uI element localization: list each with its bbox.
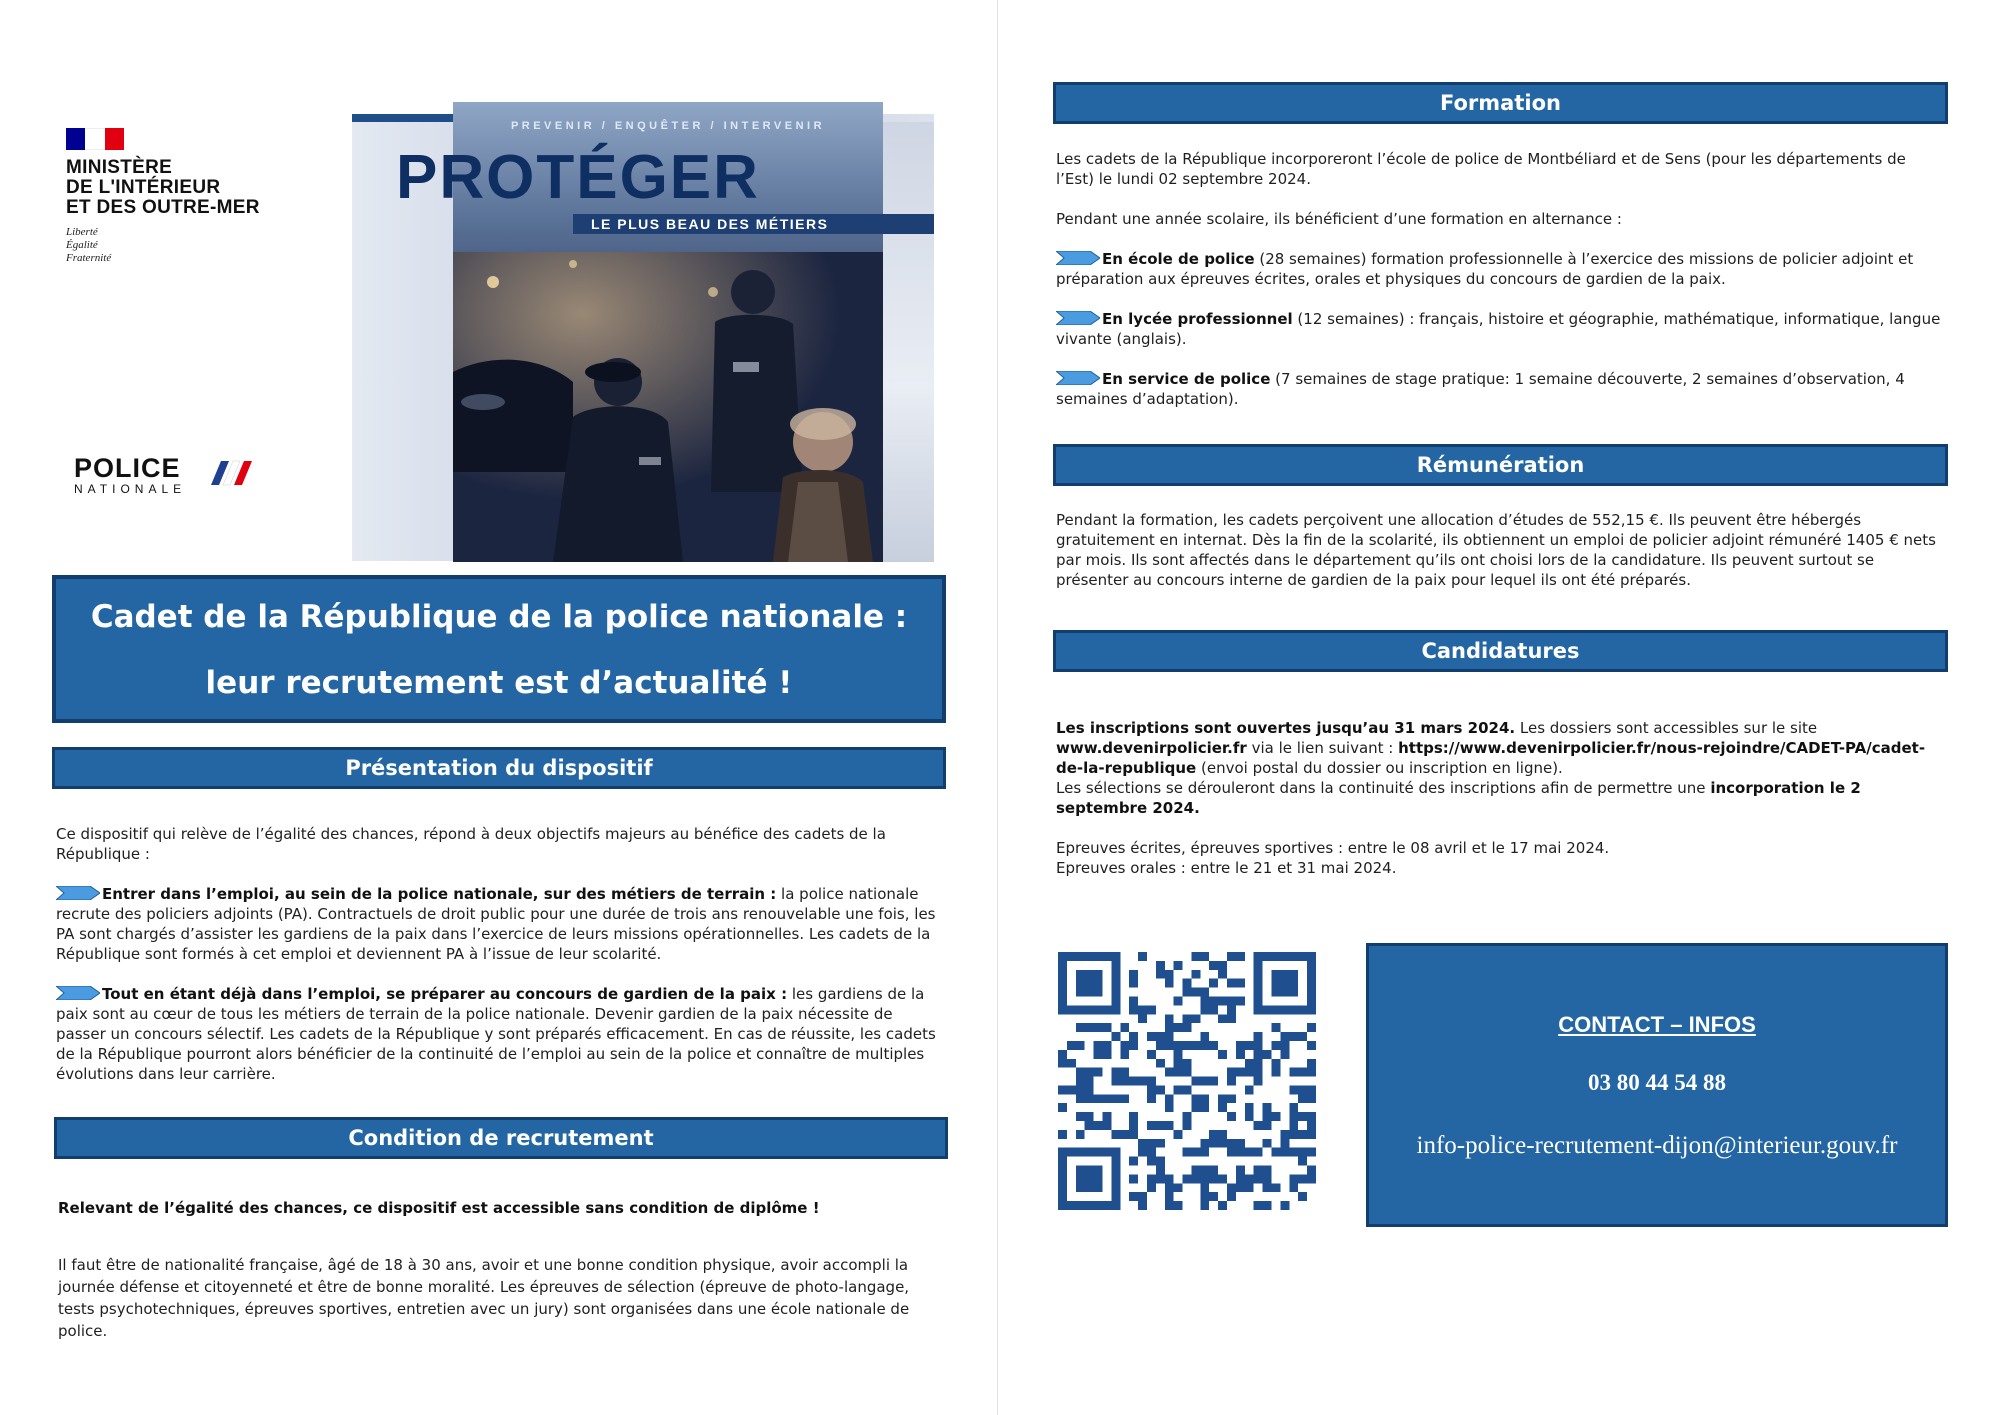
presentation-text [56, 824, 940, 1104]
formation-item [1056, 249, 1942, 289]
candidatures-text-segment: (envoi postal du dossier ou inscription en ligne). [1196, 759, 1563, 777]
section-heading-formation [1053, 82, 1948, 124]
presentation-item [56, 884, 940, 964]
ministry-logo [66, 128, 296, 265]
title-banner [52, 575, 946, 723]
oral-exams-dates: Epreuves orales : entre le 21 et 31 mai 2024. [1056, 859, 1397, 877]
contact-email[interactable]: info-police-recrutement-dijon@interieur.gouv.fr [1416, 1132, 1898, 1159]
tricolor-stripes-icon [209, 459, 259, 487]
poster-tagline: PREVENIR / ENQUÊTER / INTERVENIR [510, 120, 826, 132]
french-flag-icon [66, 128, 124, 150]
page-fold [997, 0, 998, 1415]
contact-box [1366, 943, 1948, 1227]
formation-item-title: En école de police [1102, 250, 1255, 268]
section-heading-candidatures [1053, 630, 1948, 672]
formation-text [1056, 149, 1942, 429]
candidatures-text [1056, 718, 1948, 878]
poster-accent-bar [352, 114, 453, 122]
written-exams-dates: Epreuves écrites, épreuves sportives : entre le 08 avril et le 17 mai 2024. [1056, 839, 1610, 857]
section-heading-text: Rémunération [1416, 453, 1585, 477]
contact-phone[interactable]: 03 80 44 54 88 [1588, 1070, 1726, 1095]
presentation-item-text: les gardiens de la paix sont au cœur de tous les métiers de terrain de la police nationale. Devenir gardien de la paix nécessite de passer un concours sélectif. Les cadets de la République y sont préparés efficacement. En cas de réussite, les cadets de la République pourront alors bénéficier de la continuité de l’emploi au sein de la police et connaître de multiples évolutions dans leur carrière. [56, 985, 936, 1083]
presentation-intro: Ce dispositif qui relève de l’égalité des chances, répond à deux objectifs majeurs au bénéfice des cadets de la République : [56, 825, 886, 863]
poster-title: PROTÉGER [396, 143, 760, 212]
title-line: Cadet de la République de la police nationale : [90, 599, 908, 635]
title-line: leur recrutement est d’actualité ! [205, 665, 793, 701]
section-heading-remuneration [1053, 444, 1948, 486]
section-heading-text: Candidatures [1421, 639, 1580, 663]
condition-paragraph: Il faut être de nationalité française, âgé de 18 à 30 ans, avoir et une bonne condition physique, avoir accompli la journée défense et citoyenneté et être de bonne moralité. Les épreuves de sélection (épreuve de photo-langage, tests psychotechniques, épreuves sportives, entretien avec un jury) sont organisées dans une école nationale de police. [58, 1256, 910, 1340]
remuneration-paragraph: Pendant la formation, les cadets perçoivent une allocation d’études de 552,15 €. Ils peuvent être hébergés gratuitement en internat. Dès la fin de la scolarité, ils obtiennent un emploi de policier adjoint rémunéré 1405 € nets par mois. Ils sont affectés dans le département qu’ils ont choisi lors de la candidature. Ils peuvent surtout se présenter au concours interne de gardien de la paix pour lequel ils ont été préparés. [1056, 511, 1936, 589]
candidatures-text-segment: Les sélections se dérouleront dans la continuité des inscriptions afin de permettre une [1056, 779, 1711, 797]
police-nationale-logo [74, 455, 264, 496]
section-heading-presentation [52, 747, 946, 789]
poster-background-right [880, 122, 934, 562]
candidatures-paragraph [1056, 778, 1948, 818]
arrow-bullet-icon [56, 886, 100, 900]
formation-item [1056, 309, 1942, 349]
formation-item-text: (12 semaines) : français, histoire et géographie, mathématique, informatique, langue vivante (anglais). [1056, 310, 1941, 348]
presentation-item [56, 984, 940, 1084]
presentation-item-title: Tout en étant déjà dans l’emploi, se préparer au concours de gardien de la paix : [102, 985, 788, 1003]
poster-subtitle: LE PLUS BEAU DES MÉTIERS [573, 214, 934, 234]
formation-intro: Les cadets de la République incorporeront l’école de police de Montbéliard et de Sens (pour les départements de l’Est) le lundi 02 septembre 2024. [1056, 150, 1906, 188]
contact-title: CONTACT – INFOS [1558, 1012, 1756, 1037]
candidatures-text-segment: via le lien suivant : [1246, 739, 1399, 757]
arrow-bullet-icon [1056, 371, 1100, 385]
formation-item-text: (7 semaines de stage pratique: 1 semaine découverte, 2 semaines d’observation, 4 semaines d’adaptation). [1056, 370, 1905, 408]
section-heading-text: Formation [1440, 91, 1561, 115]
formation-item-title: En service de police [1102, 370, 1271, 388]
candidatures-deadline: Les inscriptions sont ouvertes jusqu’au 31 mars 2024. [1056, 719, 1516, 737]
arrow-bullet-icon [1056, 311, 1100, 325]
candidatures-paragraph [1056, 718, 1948, 778]
presentation-item-title: Entrer dans l’emploi, au sein de la police nationale, sur des métiers de terrain : [102, 885, 777, 903]
section-heading-condition [54, 1117, 948, 1159]
section-heading-text: Condition de recrutement [348, 1126, 654, 1150]
formation-item-title: En lycée professionnel [1102, 310, 1293, 328]
formation-alternance: Pendant une année scolaire, ils bénéficient d’une formation en alternance : [1056, 210, 1622, 228]
arrow-bullet-icon [56, 986, 100, 1000]
candidatures-text-segment: Les dossiers sont accessibles sur le site [1515, 719, 1818, 737]
website-link[interactable]: www.devenirpolicier.fr [1056, 739, 1247, 757]
condition-text [58, 1198, 942, 1342]
motto-line: Liberté [66, 226, 98, 238]
police-officers-photo [453, 252, 883, 562]
formation-item [1056, 369, 1942, 409]
application-link[interactable]: https://www.devenirpolicier.fr/nous-rejoindre/CADET-PA/cadet-de-la-republique [1056, 739, 1926, 777]
police-logo-word: POLICE [74, 453, 181, 483]
ministry-name-line: ET DES OUTRE-MER [66, 197, 260, 218]
presentation-item-text: la police nationale recrute des policiers adjoints (PA). Contractuels de droit public pour une durée de trois ans renouvelable une fois, les PA sont chargés d’assister les gardiens de la paix dans l’exercice de leurs missions opérationnelles. Les cadets de la République sont formés à cet emploi et deviennent PA à l’issue de leur scolarité. [56, 885, 936, 963]
arrow-bullet-icon [1056, 251, 1100, 265]
motto-line: Égalité [66, 239, 98, 251]
ministry-name-line: MINISTÈRE [66, 157, 173, 178]
police-logo-sub: NATIONALE [74, 482, 187, 496]
formation-item-text: (28 semaines) formation professionnelle à l’exercice des missions de policier adjoint et préparation aux épreuves écrites, orales et physiques du concours de gardien de la paix. [1056, 250, 1914, 288]
incorporation-date: incorporation le 2 septembre 2024. [1056, 779, 1861, 817]
ministry-name-line: DE L'INTÉRIEUR [66, 177, 221, 198]
section-heading-text: Présentation du dispositif [345, 756, 653, 780]
qr-code-icon[interactable] [1058, 952, 1316, 1210]
condition-bold-line: Relevant de l’égalité des chances, ce dispositif est accessible sans condition de diplôme ! [58, 1199, 820, 1217]
motto-line: Fraternité [66, 252, 112, 264]
